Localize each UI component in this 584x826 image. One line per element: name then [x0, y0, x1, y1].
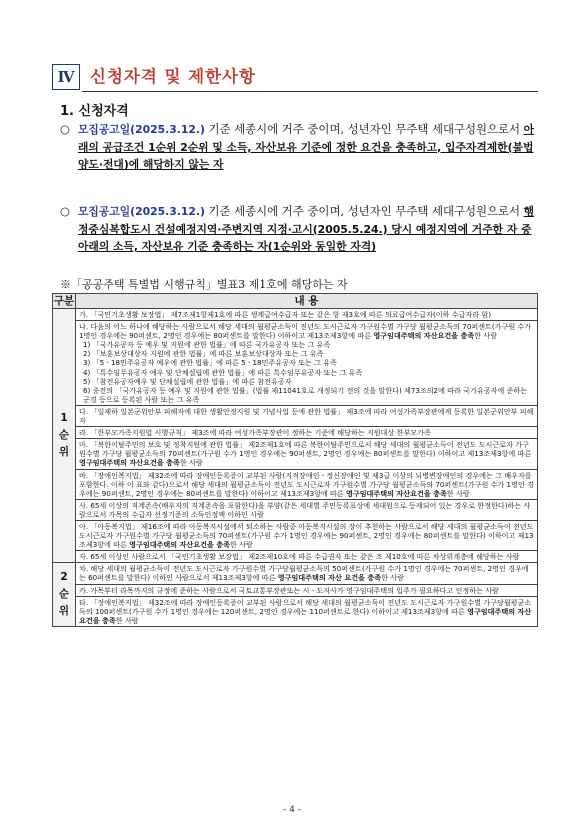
- section-number-box: Ⅳ: [52, 64, 80, 90]
- criteria-text: 카. 가목부터 라목까지의 규정에 준하는 사람으로서 국토교통부장관또는 시ㆍ도지사가 영구임대주택의 입주가 필요하다고 인정하는 사람: [79, 585, 499, 595]
- bullet-circle: ○: [60, 204, 70, 218]
- criteria-sub-item: 1) 「국가유공자 등 예우 및 지원에 관한 법률」에 따른 국가유공자 또는 그 유족: [83, 340, 331, 350]
- criteria-cell-da: [76, 405, 538, 426]
- criteria-cell-na: [76, 321, 538, 406]
- criteria-cell-ka: [76, 584, 538, 596]
- section-title: 신청자격 및 제한사항: [90, 67, 256, 86]
- criteria-cell-a: [76, 520, 538, 550]
- criteria-text: 다. 「일제하 일본군위안부 피해자에 대한 생활안정지원 및 기념사업 등에 관한 법률」 제3조에 따라 여성가족부장관에게 등록한 일본군위안부 피해자: [79, 406, 534, 426]
- rank-label-char: 1: [60, 412, 68, 425]
- announcement-date: 모집공고일(2025.3.12.): [78, 205, 205, 218]
- criteria-text: 나. 다음의 어느 하나에 해당하는 사람으로서 해당 세대의 월평균소득이 전년도 도시근로자 가구원수별 가구당 월평균소득의 70퍼센트(가구원 수가 1명인 경우에는 90퍼센트, 2명인 경우에는 80퍼센트를 말한다) 이하이고 제13조제3항에 따른: [79, 322, 532, 341]
- criteria-sub-item: 6) 종전의 「국가유공자 등 예우 및 지원에 관한 법률」(법률 제11041호로 개정되기 전의 것을 말한다) 제73조의2에 따라 국가유공자에 준하는 군경 등으로 등록된 사람 또는 그 유족: [83, 385, 528, 404]
- criteria-text: 사. 65세 이상의 직계존속(배우자의 직계존속을 포함한다)을 부양(같은 세대별 주민등록표상에 세대원으로 등재되어 있는 경우로 한정한다)하는 사람으로서 가목의 수급자 선정기준의 소득인정액 이하인 사람: [79, 500, 531, 519]
- bullet-circle: ○: [60, 122, 70, 136]
- rank-label-char: 순: [58, 588, 70, 601]
- criteria-text: 타. 「장애인복지법」 제32조에 따라 장애인등록증이 교부된 사람으로서 해당 세대의 월평균소득이 전년도 도시근로자 가구원수별 가구당월평균소득의 100퍼센트(가구원 수가 1명인 경우에는 120퍼센트, 2명인 경우에는 110퍼센트로 한다) 이하이고 제13조제3항에 따른: [79, 597, 532, 616]
- criteria-emphasis: 영구임대주택의 자산 요건을 충족: [277, 573, 382, 583]
- table-row: [53, 321, 538, 406]
- paragraph-emphasis: 행정중심복합도시 건설예정지역·주변지역 지정·고시(2005.5.24.) 당시 예정지역에 거주한 자 중 아래의 소득, 자산보유 기준 충족하는 자(1순위와 동일한 자격): [78, 205, 535, 253]
- criteria-cell-sa: [76, 499, 538, 520]
- header-content: 내 용: [76, 294, 538, 309]
- paragraph-text: 기준 세종시에 거주 중이며, 성년자인 무주택 세대구성원으로서: [204, 204, 524, 218]
- reference-note: ※「공공주택 특별법 시행규칙」별표3 제1호에 해당하는 자: [60, 278, 348, 291]
- announcement-date: 모집공고일(2025.3.12.): [78, 123, 205, 136]
- eligibility-table: [52, 293, 538, 627]
- criteria-text: 차. 해당 세대의 월평균소득이 전년도 도시근로자 가구원수별 가구당월평균소득의 50퍼센트(가구원 수가 1명인 경우에는 70퍼센트, 2명인 경우에는 60퍼센트를 말한다) 이하인 사람으로서 제13조제3항에 따른: [79, 564, 529, 583]
- table-row: [53, 563, 538, 584]
- criteria-text: 자. 65세 이상인 사람으로서 「국민기초생활 보장법」 제2조제10호에 따른 수급권자 또는 같은 조 제10호에 따른 차상위계층에 해당하는 사람: [79, 552, 520, 562]
- criteria-text: 한 사람: [230, 540, 253, 550]
- criteria-emphasis: 영구임대주택의 자산요건을 충족: [79, 606, 532, 625]
- criteria-sub-item: 4) 「특수임무유공자 예우 및 단체설립에 관한 법률」에 따른 특수임무유공자 또는 그 유족: [83, 367, 363, 377]
- criteria-sub-item: 3) 「5ㆍ18민주유공자 예우에 관한 법률」에 따른 5ㆍ18민주유공자 또는 그 유족: [83, 358, 337, 368]
- page-number: - 4 -: [283, 805, 301, 815]
- table-row: [53, 469, 538, 499]
- criteria-sub-item: 2) 「보훈보상대상자 지원에 관한 법률」에 따른 보훈보상대상자 또는 그 유족: [83, 349, 324, 359]
- table-row: [53, 439, 538, 469]
- criteria-text: 한 사람: [381, 573, 404, 583]
- criteria-cell-ga: [76, 309, 538, 321]
- criteria-text: 아. 「아동복지법」 제16조에 따라 아동복지시설에서 퇴소하는 사람중 아동복지시설의 장이 추천하는 사람으로서 해당 세대의 월평균소득이 전년도 도시근로자 가구원수별 가구당 월평균소득의 70퍼센트(가구원 수가 1명인 경우에는 90퍼센트, 2명인 경우에는 80퍼센트를 말한다) 이하이고 제13조제3항에 따른: [79, 521, 534, 550]
- criteria-cell-ja: [76, 551, 538, 563]
- criteria-sub-item: 5) 「참전유공자예우 및 단체설립에 관한 법률」에 따른 참전유공자: [83, 376, 292, 386]
- criteria-text: 마. 「북한이탈주민의 보호 및 정착지원에 관한 법률」 제2조제1호에 따른 북한이탈주민으로서 해당 세대의 월평균소득이 전년도 도시근로자 가구원수별 가구당 월평균소득의 70퍼센트(가구원 수가 1명인 경우에는 90퍼센트, 2명인 경우에는 80퍼센트를 말한다) 이하이고 제13조제3항에 따른: [79, 440, 532, 459]
- rank-label-char: 2: [60, 571, 68, 584]
- rank-label-char: 위: [58, 605, 70, 618]
- criteria-cell-ta: [76, 596, 538, 626]
- paragraph-1: [60, 121, 538, 174]
- rank-label-char: 위: [58, 446, 70, 459]
- rank-label: [53, 309, 76, 563]
- criteria-cell-ba: [76, 469, 538, 499]
- heading-eligibility: 1. 신청자격: [60, 104, 129, 119]
- criteria-text: 바. 「장애인복지법」 제32조에 따라 장애인등록증이 교부된 사람(지적장애인ㆍ정신장애인 및 제3급 이상의 뇌병변장애인의 경우에는 그 배우자를 포함한다. 이하 이 표와 같다)으로서 해당 세대의 월평균소득이 전년도 도시근로자 가구원수별 가구당 월평균소득의 70퍼센트(가구원 수가 1명인 경우에는 90퍼센트, 2명인 경우에는 80퍼센트를 말한다) 이하이고 제13조제3항에 따른: [79, 470, 534, 498]
- paragraph-2: [60, 203, 538, 256]
- rank-label-char: 순: [58, 429, 70, 442]
- criteria-text: 한 사람: [446, 488, 470, 498]
- criteria-text: 라. 「한부모가족지원법 시행규칙」 제3조에 따라 여성가족부장관이 정하는 기준에 해당하는 지원대상 한부모가족: [79, 428, 431, 438]
- criteria-cell-ra: [76, 427, 538, 439]
- table-row: [53, 309, 538, 321]
- table-header-row: [53, 294, 538, 309]
- table-row: [53, 596, 538, 626]
- section-header: [52, 64, 538, 90]
- table-row: [53, 499, 538, 520]
- table-row: [53, 427, 538, 439]
- table-row: [53, 520, 538, 550]
- criteria-text: 한 사람: [115, 615, 139, 625]
- section-underline: [82, 91, 538, 92]
- criteria-text: 한 사람: [179, 458, 203, 468]
- criteria-emphasis: 영구임대주택의 자산요건을 충족: [79, 458, 180, 468]
- criteria-cell-ma: [76, 439, 538, 469]
- criteria-emphasis: 영구임대주택의 자산요건을 충족: [129, 540, 231, 550]
- criteria-text: 가. 「국민기초생활 보장법」 제7조제1항제1호에 따른 생계급여수급자 또는 같은 항 제3호에 따른 의료급여수급자(이하 수급자라 함): [79, 310, 491, 319]
- table-row: [53, 584, 538, 596]
- criteria-cell-cha: [76, 563, 538, 584]
- paragraph-emphasis: 아래의 공급조건 1순위 2순위 및 소득, 자산보유 기준에 정한 요건을 충족하고, 입주자격제한(불법양도·전대)에 해당하지 않는 자: [78, 123, 535, 171]
- header-rank: 구분: [53, 295, 75, 307]
- criteria-emphasis: 영구임대주택의 자산요건을 충족: [346, 488, 447, 498]
- criteria-text: 한 사람: [474, 331, 498, 341]
- paragraph-text: 기준 세종시에 거주 중이며, 성년자인 무주택 세대구성원으로서: [204, 122, 524, 136]
- criteria-emphasis: 영구임대주택의 자산요건을 충족: [373, 331, 475, 341]
- table-row: [53, 551, 538, 563]
- table-row: [53, 405, 538, 426]
- rank-label: [53, 563, 76, 627]
